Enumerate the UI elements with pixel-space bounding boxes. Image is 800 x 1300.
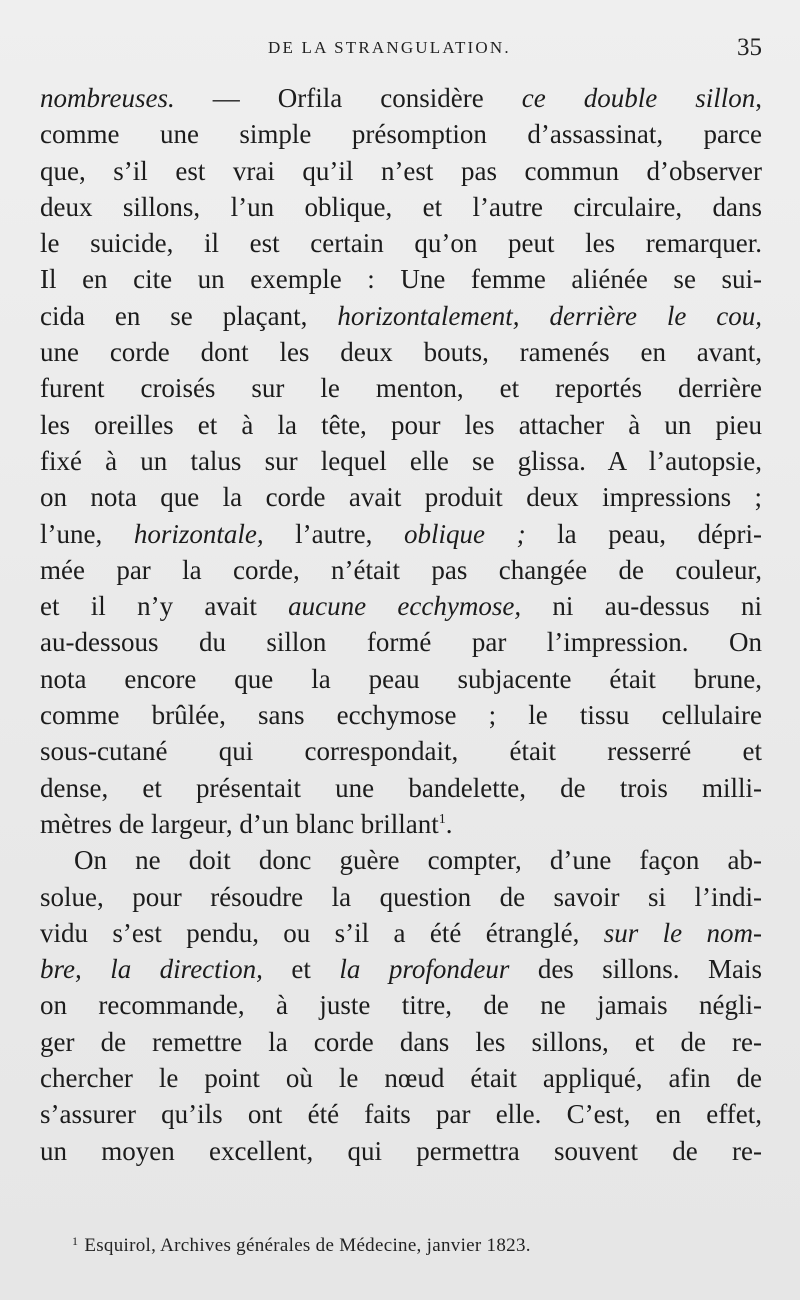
text-segment: la peau, dépri- [525, 518, 762, 549]
footnote-marker: 1 [72, 1234, 79, 1248]
text-line [40, 987, 762, 1023]
text-line [40, 298, 762, 334]
text-segment: , [755, 83, 762, 113]
text-segment: fixé à un talus sur lequel elle se glissa. A l’autopsie, [40, 445, 762, 476]
footnote [72, 1235, 531, 1257]
text-segment: mètres de largeur, d’un blanc brillant [40, 808, 439, 839]
text-segment: dense, et présentait une bandelette, de trois milli- [40, 772, 762, 803]
text-line [40, 334, 762, 370]
footnote-text: Esquirol, Archives générales de Médecine, janvier 1823. [84, 1235, 531, 1256]
text-line [40, 915, 762, 951]
text-line [40, 951, 762, 987]
text-line [40, 1024, 762, 1060]
text-line [40, 1133, 762, 1169]
text-segment: ger de remettre la corde dans les sillons, et de re- [40, 1026, 762, 1057]
text-segment: l’autre, [263, 518, 404, 549]
text-line [40, 588, 762, 624]
text-line [40, 261, 762, 297]
text-segment: furent croisés sur le menton, et reportés derrière [40, 373, 762, 404]
text-line [40, 1096, 762, 1132]
italic-text-segment: aucune ecchymose, [288, 591, 522, 622]
italic-text-segment: horizontalement, derrière le cou, [337, 300, 762, 331]
text-line [40, 733, 762, 769]
italic-text-segment: la profondeur [339, 954, 510, 985]
text-line [40, 443, 762, 479]
text-segment: nota encore que la peau subjacente était brune, [40, 663, 762, 694]
text-line [40, 479, 762, 515]
text-segment: deux sillons, l’un oblique, et l’autre circulaire, dans [40, 191, 762, 222]
text-line [40, 697, 762, 733]
italic-text-segment: sur le nom- [603, 917, 762, 948]
text-segment: s’assurer qu’ils ont été faits par elle. C’est, en effet, [40, 1099, 762, 1130]
text-segment: une corde dont les deux bouts, ramenés en avant, [40, 337, 762, 368]
text-line [40, 116, 762, 152]
text-line [40, 225, 762, 261]
text-segment: Il en cite un exemple : Une femme aliénée se sui- [40, 264, 762, 295]
text-line [40, 189, 762, 225]
text-segment: comme brûlée, sans ecchymose ; le tissu cellulaire [40, 700, 762, 731]
text-line [40, 842, 762, 878]
text-line [40, 552, 762, 588]
italic-text-segment: ce double sillon [521, 83, 756, 113]
running-title: DE LA STRANGULATION. [268, 38, 511, 57]
text-line [40, 370, 762, 406]
text-line [40, 516, 762, 552]
text-segment: sous-cutané qui correspondait, était resserré et [40, 736, 762, 767]
text-segment: un moyen excellent, qui permettra souvent de re- [40, 1135, 762, 1166]
text-segment: l’une, [40, 518, 134, 549]
text-segment: . [445, 808, 453, 839]
text-segment: On ne doit donc guère compter, d’une façon ab- [74, 845, 762, 876]
page-header [0, 34, 800, 64]
italic-text-segment: bre, la direction, [40, 954, 263, 985]
text-segment: au-dessous du sillon formé par l’impression. On [40, 627, 762, 658]
text-line [40, 806, 762, 842]
text-line [40, 80, 762, 116]
text-segment: solue, pour résoudre la question de savoir si l’indi- [40, 881, 762, 912]
text-segment: comme une simple présomption d’assassinat, parce [40, 119, 762, 150]
text-line [40, 407, 762, 443]
italic-text-segment: oblique ; [403, 518, 526, 549]
text-segment: ni au-dessus ni [521, 591, 762, 622]
text-line [40, 661, 762, 697]
italic-text-segment: horizontale, [133, 518, 264, 549]
text-segment: vidu s’est pendu, ou s’il a été étranglé, [40, 917, 604, 948]
text-segment: mée par la corde, n’était pas changée de couleur, [40, 554, 762, 585]
text-line [40, 1060, 762, 1096]
text-line [40, 624, 762, 660]
text-segment: les oreilles et à la tête, pour les attacher à un pieu [40, 409, 762, 440]
text-segment: le suicide, il est certain qu’on peut les remarquer. [40, 228, 762, 259]
text-line [40, 770, 762, 806]
text-segment: chercher le point où le nœud était appliqué, afin de [40, 1063, 762, 1094]
text-line [40, 153, 762, 189]
text-segment: cida en se plaçant, [40, 300, 338, 331]
text-segment: et il n’y avait [40, 591, 289, 622]
italic-text-segment: nombreuses. [40, 83, 175, 113]
text-segment: que, s’il est vrai qu’il n’est pas commun d’observer [40, 155, 762, 186]
text-line [40, 879, 762, 915]
text-segment: — Orfila considère [174, 83, 522, 113]
footnote-reference: 1 [438, 811, 446, 827]
text-segment: des sillons. Mais [509, 954, 762, 985]
text-segment: on nota que la corde avait produit deux impressions ; [40, 482, 762, 513]
text-segment: on recommande, à juste titre, de ne jamais négli- [40, 990, 762, 1021]
body-text [40, 80, 762, 1169]
text-segment: et [262, 954, 340, 985]
page-number: 35 [737, 34, 762, 61]
